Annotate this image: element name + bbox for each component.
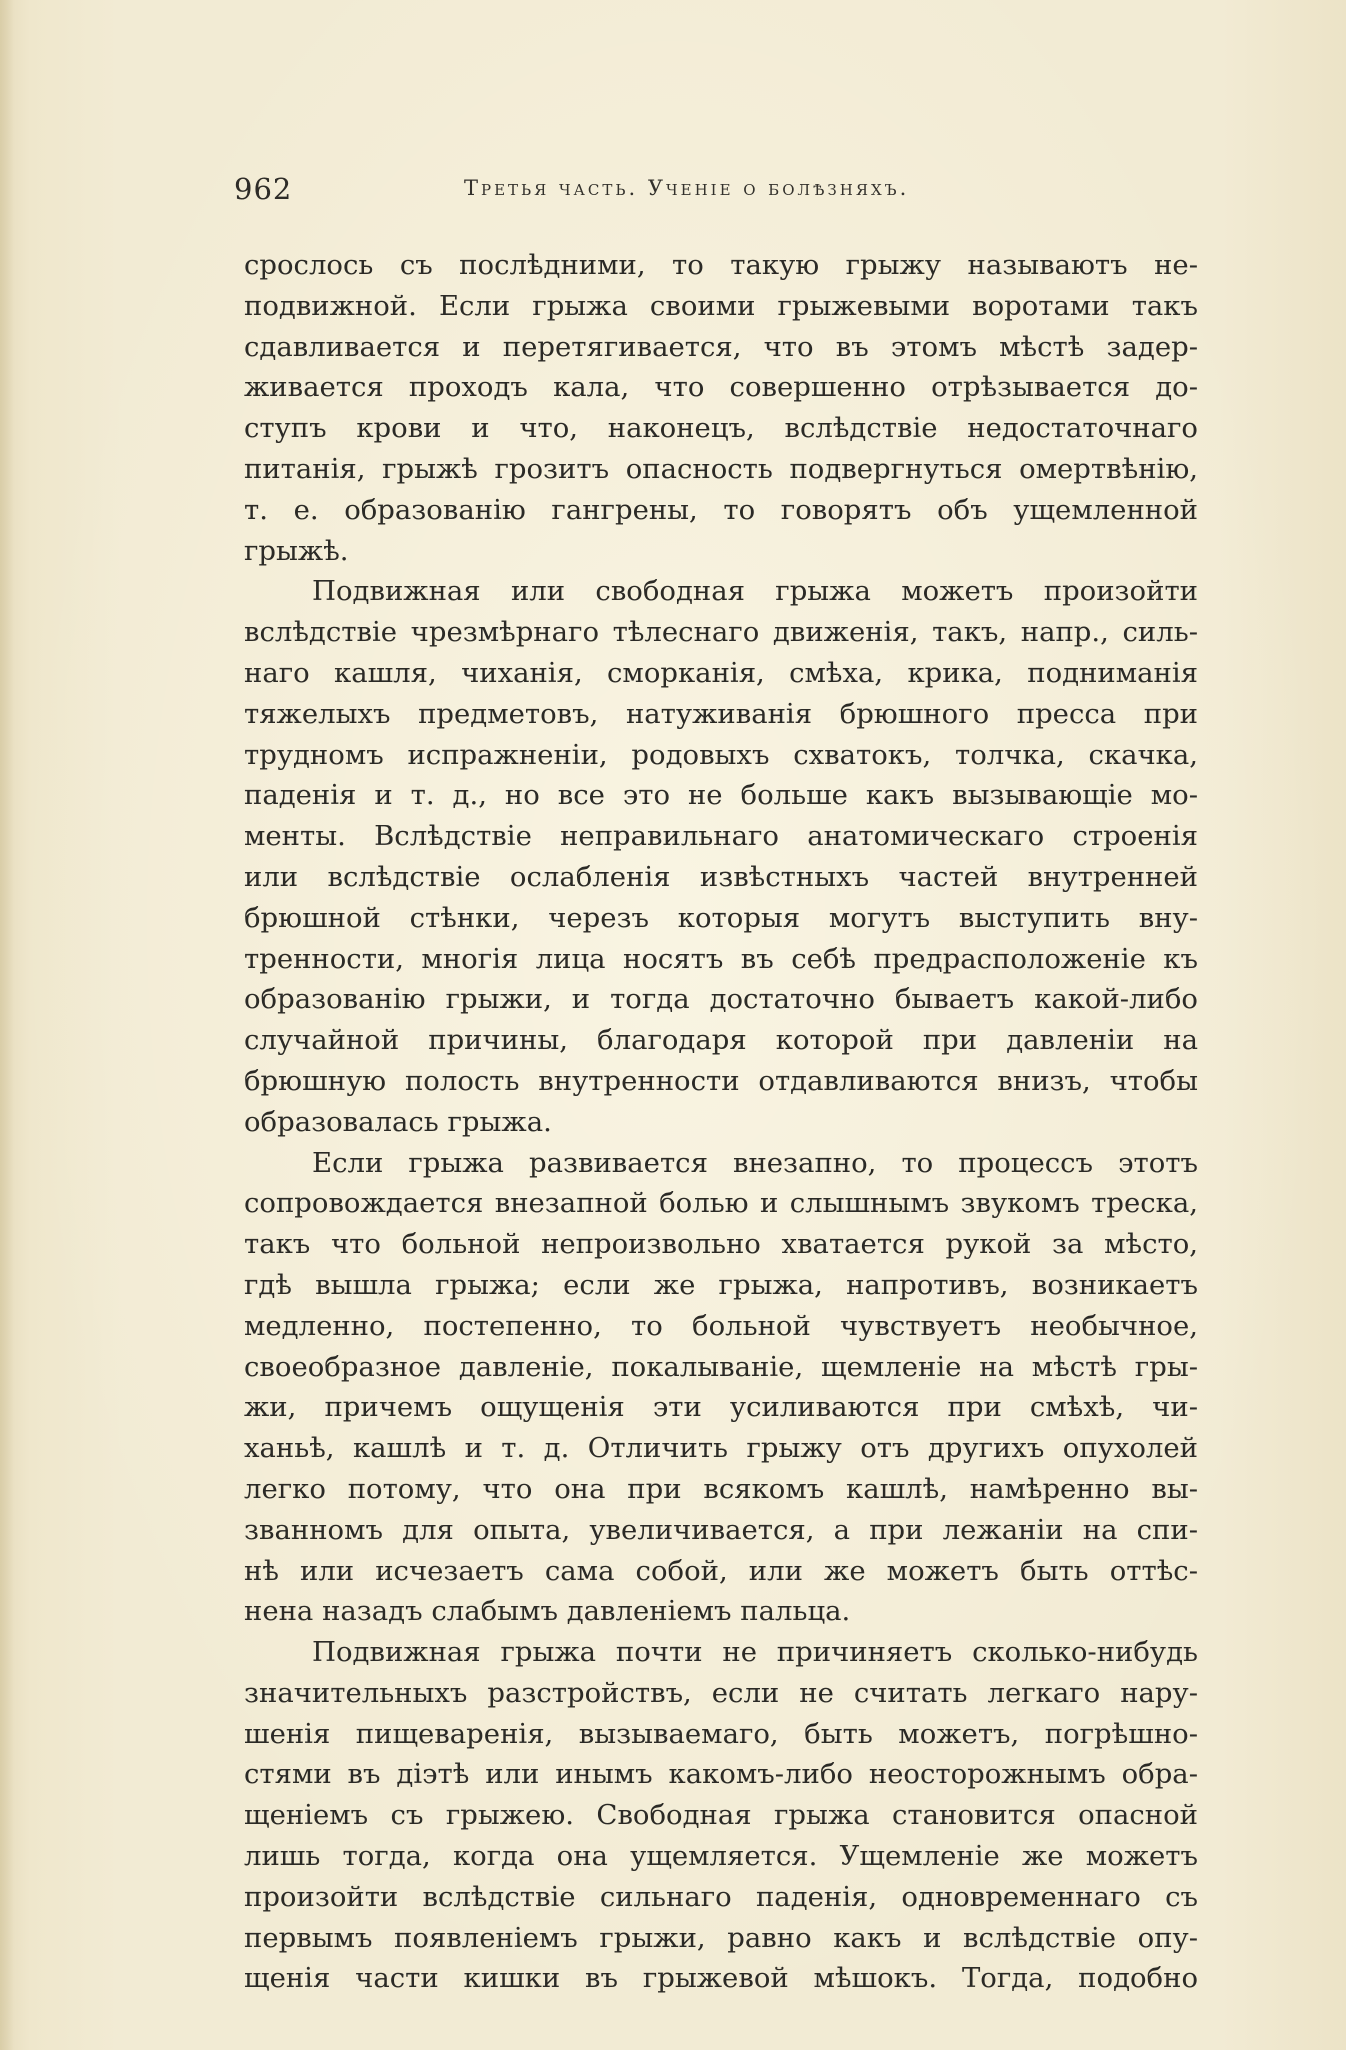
text-line: щенія части кишки въ грыжевой мѣшокъ. Тогда, подобно	[244, 1962, 1198, 1995]
text-line: Подвижная грыжа почти не причиняетъ сколько-нибудь	[312, 1636, 1198, 1669]
text-line: жи, причемъ ощущенія эти усиливаются при смѣхѣ, чи-	[244, 1391, 1198, 1424]
text-line: нѣ или исчезаетъ сама собой, или же можетъ быть оттѣс-	[244, 1554, 1198, 1587]
text-line: шенія пищеваренія, вызываемаго, быть можетъ, погрѣшно-	[244, 1717, 1198, 1750]
text-line: брюшной стѣнки, черезъ которыя могутъ выступить вну-	[244, 901, 1198, 934]
text-line: нена назадъ слабымъ давленіемъ пальца.	[244, 1595, 851, 1628]
text-line: менты. Вслѣдствіе неправильнаго анатомическаго строенія	[244, 820, 1198, 853]
text-line: ступъ крови и что, наконецъ, вслѣдствіе недостаточнаго	[244, 412, 1198, 445]
text-line: питанія, грыжѣ грозитъ опасность подвергнуться омертвѣнію,	[244, 452, 1198, 485]
text-line: живается проходъ кала, что совершенно отрѣзывается до-	[244, 371, 1198, 404]
page-header	[234, 172, 1204, 216]
text-line: своеобразное давленіе, покалываніе, щемленіе на мѣстѣ гры-	[244, 1350, 1198, 1383]
text-line: тяжелыхъ предметовъ, натуживанія брюшного пресса при	[244, 697, 1198, 730]
text-line: подвижной. Если грыжа своими грыжевыми воротами такъ	[244, 289, 1198, 322]
text-line: легко потому, что она при всякомъ кашлѣ, намѣренно вы-	[244, 1472, 1198, 1505]
text-line: первымъ появленіемъ грыжи, равно какъ и вслѣдствіе опу-	[244, 1921, 1198, 1954]
page-number: 962	[234, 172, 293, 206]
text-line: произойти вслѣдствіе сильнаго паденія, одновременнаго съ	[244, 1880, 1198, 1913]
text-line: такъ что больной непроизвольно хватается рукой за мѣсто,	[244, 1228, 1198, 1261]
text-line: паденія и т. д., но все это не больше какъ вызывающіе мо-	[244, 779, 1198, 812]
body-text	[244, 245, 1198, 1999]
text-line: т. е. образованію гангрены, то говорятъ объ ущемленной	[244, 493, 1198, 526]
text-line: тренности, многія лица носятъ въ себѣ предрасположеніе къ	[244, 942, 1198, 975]
text-line: трудномъ испражненіи, родовыхъ схватокъ, толчка, скачка,	[244, 738, 1198, 771]
text-line: стями въ діэтѣ или инымъ какомъ-либо неосторожнымъ обра-	[244, 1758, 1198, 1791]
text-line: брюшную полость внутренности отдавливаются внизъ, чтобы	[244, 1064, 1198, 1097]
page-binding-edge	[0, 0, 14, 2050]
text-line: ханьѣ, кашлѣ и т. д. Отличить грыжу отъ другихъ опухолей	[244, 1432, 1198, 1465]
text-line: Если грыжа развивается внезапно, то процессъ этотъ	[312, 1146, 1198, 1179]
text-line: срослось съ послѣдними, то такую грыжу называютъ не-	[244, 249, 1198, 281]
text-line: образованію грыжи, и тогда достаточно бываетъ какой-либо	[244, 983, 1198, 1016]
text-line: сдавливается и перетягивается, что въ этомъ мѣстѣ задер-	[244, 330, 1198, 363]
text-line: образовалась грыжа.	[244, 1105, 552, 1138]
text-line: наго кашля, чиханія, сморканія, смѣха, крика, подниманія	[244, 656, 1198, 689]
text-line: лишь тогда, когда она ущемляется. Ущемленіе же можетъ	[244, 1840, 1198, 1873]
text-line: гдѣ вышла грыжа; если же грыжа, напротивъ, возникаетъ	[244, 1268, 1198, 1301]
running-head: Третья часть. Ученіе о болѣзняхъ.	[464, 176, 910, 200]
text-line: значительныхъ разстройствъ, если не считать легкаго нару-	[244, 1676, 1198, 1709]
text-line: медленно, постепенно, то больной чувствуетъ необычное,	[244, 1309, 1198, 1342]
text-line: званномъ для опыта, увеличивается, а при лежаніи на спи-	[244, 1513, 1198, 1546]
text-line: грыжѣ.	[244, 534, 349, 567]
text-line: щеніемъ съ грыжею. Свободная грыжа становится опасной	[244, 1799, 1198, 1832]
text-line: вслѣдствіе чрезмѣрнаго тѣлеснаго движенія, такъ, напр., силь-	[244, 616, 1198, 649]
text-line: сопровождается внезапной болью и слышнымъ звукомъ треска,	[244, 1187, 1198, 1220]
text-line: Подвижная или свободная грыжа можетъ произойти	[312, 575, 1198, 608]
text-line: случайной причины, благодаря которой при давленіи на	[244, 1024, 1198, 1057]
text-line: или вслѣдствіе ослабленія извѣстныхъ частей внутренней	[244, 860, 1198, 893]
